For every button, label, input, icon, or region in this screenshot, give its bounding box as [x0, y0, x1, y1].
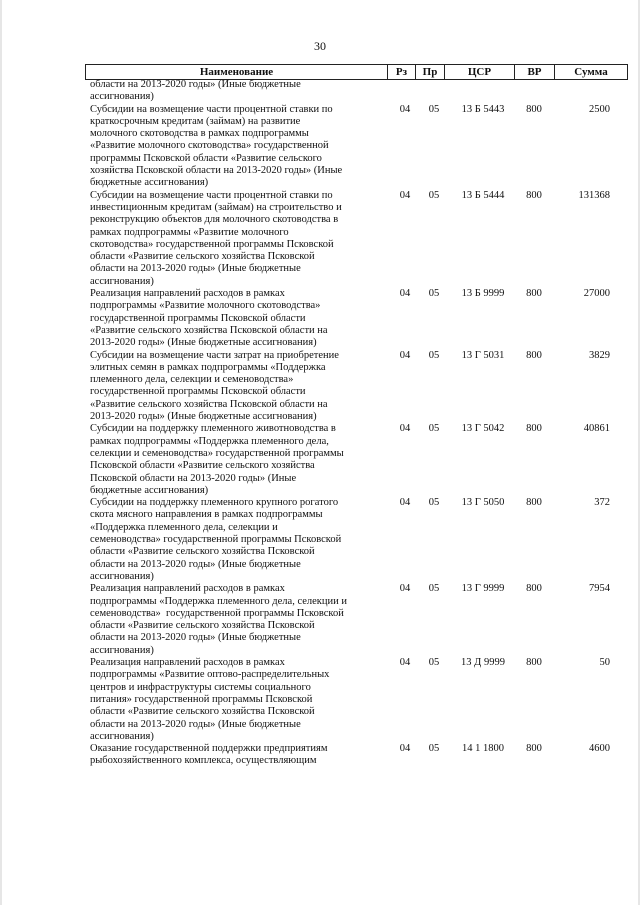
- description-line: скота мясного направления в рамках подпрограммы: [90, 509, 323, 521]
- row-description: [90, 583, 388, 657]
- description-line: области «Развитие сельского хозяйства Псковской: [90, 706, 315, 718]
- description-line: рамках подпрограммы «Поддержка племенного дела,: [90, 435, 329, 447]
- amount: 27000: [583, 288, 610, 300]
- pr-code: 05: [428, 497, 440, 509]
- description-line: реконструкцию объектов для молочного скотоводства в: [90, 214, 339, 226]
- page-number: 30: [314, 39, 326, 53]
- row-description: [90, 657, 388, 743]
- description-line: подпрограммы «Поддержка племенного дела, селекции и: [90, 595, 348, 607]
- amount: 131368: [578, 189, 610, 201]
- table-row: [0, 583, 640, 657]
- pr-code: 05: [428, 189, 440, 201]
- pr-code: 05: [428, 288, 440, 300]
- pr-code: 05: [428, 103, 440, 115]
- table-row: [0, 497, 640, 583]
- description-line: области «Развитие сельского хозяйства Псковской: [90, 620, 315, 632]
- row-description: [90, 104, 388, 190]
- description-line: Субсидии на поддержку племенного животноводства в: [90, 423, 336, 435]
- description-line: племенного дела, селекции и семеноводства»: [90, 374, 294, 386]
- description-line: Реализация направлений расходов в рамках: [90, 583, 285, 595]
- description-line: области на 2013-2020 годы» (Иные бюджетные: [90, 632, 301, 644]
- pr-code: 05: [428, 583, 440, 595]
- description-line: ассигнования): [90, 91, 154, 103]
- vr-code: 800: [526, 349, 542, 361]
- vr-code: 800: [526, 583, 542, 595]
- row-description: [90, 423, 388, 497]
- description-line: Псковской области «Развитие сельского хозяйства: [90, 460, 315, 472]
- description-line: ассигнования): [90, 730, 154, 742]
- rz-code: 04: [399, 583, 411, 595]
- vr-code: 800: [526, 288, 542, 300]
- description-line: краткосрочным кредитам (займам) на развитие: [90, 115, 301, 127]
- csr-code: 13 Б 5443: [461, 103, 505, 115]
- csr-code: 13 Г 5050: [461, 497, 505, 509]
- header-name: Наименование: [86, 65, 388, 79]
- header-csr: ЦСР: [445, 65, 515, 79]
- csr-code: 14 1 1800: [462, 743, 504, 755]
- row-description: [90, 743, 388, 768]
- description-line: государственной программы Псковской области: [90, 312, 306, 324]
- description-line: Реализация направлений расходов в рамках: [90, 657, 285, 669]
- description-line: 2013-2020 годы» (Иные бюджетные ассигнования): [90, 411, 317, 423]
- description-line: бюджетные ассигнования): [90, 177, 209, 189]
- description-line: питания» государственной программы Псковской: [90, 693, 313, 705]
- amount: 40861: [583, 423, 610, 435]
- row-description: [90, 350, 388, 424]
- row-description: [90, 288, 388, 349]
- description-line: «Развитие молочного скотоводства» государственной: [90, 140, 329, 152]
- amount: 2500: [589, 103, 610, 115]
- rz-code: 04: [399, 497, 411, 509]
- description-line: «Поддержка племенного дела, селекции и: [90, 521, 278, 533]
- description-line: семеноводства» государственной программы Псковской: [90, 534, 342, 546]
- description-line: Субсидии на поддержку племенного крупного рогатого: [90, 497, 339, 509]
- row-description: [90, 497, 388, 583]
- table-row: [0, 350, 640, 424]
- csr-code: 13 Б 9999: [461, 288, 505, 300]
- description-line: области на 2013-2020 годы» (Иные бюджетные: [90, 263, 301, 275]
- table-row: [0, 79, 640, 104]
- table-row: [0, 104, 640, 190]
- rz-code: 04: [399, 423, 411, 435]
- vr-code: 800: [526, 657, 542, 669]
- description-line: ассигнования): [90, 275, 154, 287]
- description-line: молочного скотоводства в рамках подпрограммы: [90, 128, 309, 140]
- vr-code: 800: [526, 743, 542, 755]
- vr-code: 800: [526, 423, 542, 435]
- vr-code: 800: [526, 103, 542, 115]
- description-line: подпрограммы «Развитие оптово-распределительных: [90, 669, 330, 681]
- description-line: программы Псковской области «Развитие сельского: [90, 152, 322, 164]
- description-line: области «Развитие сельского хозяйства Псковской: [90, 546, 315, 558]
- amount: 3829: [589, 349, 610, 361]
- description-line: «Развитие сельского хозяйства Псковской области на: [90, 398, 328, 410]
- description-line: центров и инфраструктуры системы социального: [90, 681, 311, 693]
- description-line: скотоводства» государственной программы Псковской: [90, 238, 334, 250]
- table-row: [0, 190, 640, 288]
- csr-code: 13 Г 9999: [461, 583, 505, 595]
- table-row: [0, 288, 640, 350]
- description-line: семеноводства» государственной программы Псковской: [90, 607, 344, 619]
- rz-code: 04: [399, 189, 411, 201]
- table-header: [85, 64, 628, 80]
- pr-code: 05: [428, 423, 440, 435]
- description-line: государственной программы Псковской области: [90, 386, 306, 398]
- pr-code: 05: [428, 657, 440, 669]
- row-description: [90, 190, 388, 288]
- description-line: «Развитие сельского хозяйства Псковской области на: [90, 324, 328, 336]
- csr-code: 13 Б 5444: [461, 189, 505, 201]
- description-line: рамках подпрограммы «Развитие молочного: [90, 226, 289, 238]
- vr-code: 800: [526, 189, 542, 201]
- description-line: рыбохозяйственного комплекса, осуществляющим: [90, 755, 317, 767]
- description-line: области на 2013-2020 годы» (Иные бюджетные: [90, 79, 301, 90]
- amount: 7954: [589, 583, 610, 595]
- description-line: Реализация направлений расходов в рамках: [90, 288, 285, 300]
- description-line: области на 2013-2020 годы» (Иные бюджетные: [90, 718, 301, 730]
- csr-code: 13 Г 5042: [461, 423, 505, 435]
- description-line: селекции и семеноводства» государственной программы: [90, 447, 344, 459]
- description-line: хозяйства Псковской области на 2013-2020 годы» (Иные: [90, 165, 343, 177]
- description-line: ассигнования): [90, 644, 154, 656]
- header-vr: ВР: [515, 65, 555, 79]
- header-pr: Пр: [416, 65, 445, 79]
- vr-code: 800: [526, 497, 542, 509]
- csr-code: 13 Д 9999: [461, 657, 505, 669]
- amount: 50: [599, 657, 610, 669]
- description-line: элитных семян в рамках подпрограммы «Поддержка: [90, 361, 326, 373]
- description-line: Субсидии на возмещение части затрат на приобретение: [90, 349, 339, 361]
- description-line: ассигнования): [90, 570, 154, 582]
- rz-code: 04: [399, 349, 411, 361]
- description-line: области на 2013-2020 годы» (Иные бюджетные: [90, 558, 301, 570]
- rz-code: 04: [399, 657, 411, 669]
- amount: 4600: [589, 743, 610, 755]
- header-rz: Рз: [388, 65, 416, 79]
- description-line: Субсидии на возмещение части процентной ставки по: [90, 103, 333, 115]
- table-row: [0, 423, 640, 497]
- description-line: Оказание государственной поддержки предприятиям: [90, 743, 328, 755]
- description-line: бюджетные ассигнования): [90, 484, 209, 496]
- pr-code: 05: [428, 349, 440, 361]
- table-row: [0, 743, 640, 768]
- description-line: инвестиционным кредитам (займам) на строительство и: [90, 201, 342, 213]
- description-line: подпрограммы «Развитие молочного скотоводства»: [90, 300, 321, 312]
- csr-code: 13 Г 5031: [461, 349, 505, 361]
- amount: 372: [594, 497, 610, 509]
- description-line: области «Развитие сельского хозяйства Псковской: [90, 251, 315, 263]
- rz-code: 04: [399, 103, 411, 115]
- rz-code: 04: [399, 288, 411, 300]
- description-line: Псковской области на 2013-2020 годы» (Иные: [90, 472, 297, 484]
- description-line: 2013-2020 годы» (Иные бюджетные ассигнования): [90, 337, 317, 349]
- row-description: [90, 79, 388, 104]
- rz-code: 04: [399, 743, 411, 755]
- table-row: [0, 657, 640, 743]
- header-sum: Сумма: [574, 66, 608, 78]
- pr-code: 05: [428, 743, 440, 755]
- description-line: Субсидии на возмещение части процентной ставки по: [90, 189, 333, 201]
